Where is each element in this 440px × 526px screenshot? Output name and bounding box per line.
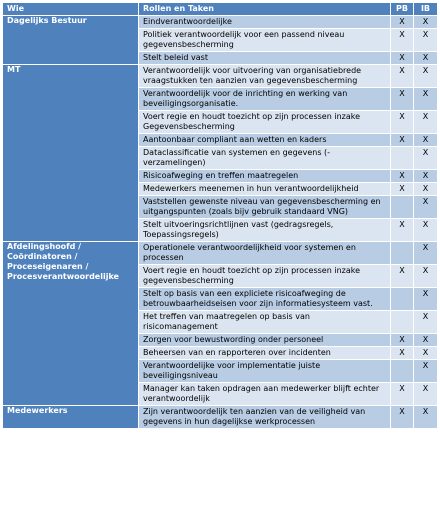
ib-mark-cell: X: [414, 360, 438, 383]
role-cell: Operationele verantwoordelijkheid voor systemen en processen: [139, 242, 391, 265]
role-cell: Eindverantwoordelijke: [139, 16, 391, 29]
ib-mark-cell: X: [414, 242, 438, 265]
role-cell: Stelt op basis van een expliciete risicoafweging de betrouwbaarheidseisen voor zijn informatiesysteem vast.: [139, 288, 391, 311]
pb-mark-cell: X: [391, 52, 414, 65]
table-row: [3, 65, 438, 88]
role-cell: Het treffen van maatregelen op basis van risicomanagement: [139, 311, 391, 334]
ib-mark-cell: X: [414, 288, 438, 311]
role-cell: Medewerkers meenemen in hun verantwoordelijkheid: [139, 183, 391, 196]
who-cell: MT: [3, 65, 139, 242]
pb-mark-cell: X: [391, 170, 414, 183]
role-cell: Voert regie en houdt toezicht op zijn processen inzake Gegevensbescherming: [139, 111, 391, 134]
table-header-row: [3, 3, 438, 16]
table-body: [3, 16, 438, 429]
role-cell: Aantoonbaar compliant aan wetten en kaders: [139, 134, 391, 147]
pb-mark-cell: X: [391, 219, 414, 242]
pb-mark-cell: [391, 311, 414, 334]
ib-mark-cell: X: [414, 29, 438, 52]
role-cell: Politiek verantwoordelijk voor een passend niveau gegevensbescherming: [139, 29, 391, 52]
ib-mark-cell: X: [414, 16, 438, 29]
header-ib: IB: [414, 3, 438, 16]
pb-mark-cell: X: [391, 265, 414, 288]
role-cell: Stelt beleid vast: [139, 52, 391, 65]
table-row: [3, 16, 438, 29]
ib-mark-cell: X: [414, 111, 438, 134]
role-cell: Zijn verantwoordelijk ten aanzien van de veiligheid van gegevens in hun dagelijkse werkprocessen: [139, 406, 391, 429]
ib-mark-cell: X: [414, 219, 438, 242]
pb-mark-cell: X: [391, 111, 414, 134]
who-cell: Afdelingshoofd / Coördinatoren / Proceseigenaren / Procesverantwoordelijke: [3, 242, 139, 406]
table-row: [3, 406, 438, 429]
role-cell: Beheersen van en rapporteren over incidenten: [139, 347, 391, 360]
ib-mark-cell: X: [414, 183, 438, 196]
ib-mark-cell: X: [414, 147, 438, 170]
ib-mark-cell: X: [414, 383, 438, 406]
ib-mark-cell: X: [414, 406, 438, 429]
ib-mark-cell: X: [414, 134, 438, 147]
ib-mark-cell: X: [414, 170, 438, 183]
pb-mark-cell: [391, 242, 414, 265]
role-cell: Dataclassificatie van systemen en gegevens (-verzamelingen): [139, 147, 391, 170]
role-cell: Verantwoordelijke voor implementatie juiste beveiligingsniveau: [139, 360, 391, 383]
role-cell: Manager kan taken opdragen aan medewerker blijft echter verantwoordelijk: [139, 383, 391, 406]
roles-table: [2, 2, 438, 429]
pb-mark-cell: X: [391, 65, 414, 88]
role-cell: Voert regie en houdt toezicht op zijn processen inzake gegevensbescherming: [139, 265, 391, 288]
ib-mark-cell: X: [414, 265, 438, 288]
pb-mark-cell: X: [391, 29, 414, 52]
who-cell: Dagelijks Bestuur: [3, 16, 139, 65]
role-cell: Risicoafweging en treffen maatregelen: [139, 170, 391, 183]
header-who: Wie: [3, 3, 139, 16]
pb-mark-cell: X: [391, 16, 414, 29]
pb-mark-cell: X: [391, 88, 414, 111]
pb-mark-cell: [391, 147, 414, 170]
role-cell: Zorgen voor bewustwording onder personeel: [139, 334, 391, 347]
role-cell: Verantwoordelijk voor uitvoering van organisatiebrede vraagstukken ten aanzien van gegevensbescherming: [139, 65, 391, 88]
pb-mark-cell: X: [391, 383, 414, 406]
header-pb: PB: [391, 3, 414, 16]
pb-mark-cell: X: [391, 406, 414, 429]
role-cell: Stelt uitvoeringsrichtlijnen vast (gedragsregels, Toepassingsregels): [139, 219, 391, 242]
pb-mark-cell: [391, 360, 414, 383]
pb-mark-cell: X: [391, 134, 414, 147]
pb-mark-cell: X: [391, 183, 414, 196]
ib-mark-cell: X: [414, 347, 438, 360]
role-cell: Vaststellen gewenste niveau van gegevensbescherming en uitgangspunten (zoals bijv gebruik standaard VNG): [139, 196, 391, 219]
ib-mark-cell: X: [414, 196, 438, 219]
ib-mark-cell: X: [414, 65, 438, 88]
role-cell: Verantwoordelijk voor de inrichting en werking van beveiligingsorganisatie.: [139, 88, 391, 111]
ib-mark-cell: X: [414, 334, 438, 347]
header-roles: Rollen en Taken: [139, 3, 391, 16]
table-row: [3, 242, 438, 265]
ib-mark-cell: X: [414, 88, 438, 111]
ib-mark-cell: X: [414, 52, 438, 65]
pb-mark-cell: X: [391, 347, 414, 360]
pb-mark-cell: [391, 196, 414, 219]
pb-mark-cell: [391, 288, 414, 311]
pb-mark-cell: X: [391, 334, 414, 347]
ib-mark-cell: X: [414, 311, 438, 334]
who-cell: Medewerkers: [3, 406, 139, 429]
